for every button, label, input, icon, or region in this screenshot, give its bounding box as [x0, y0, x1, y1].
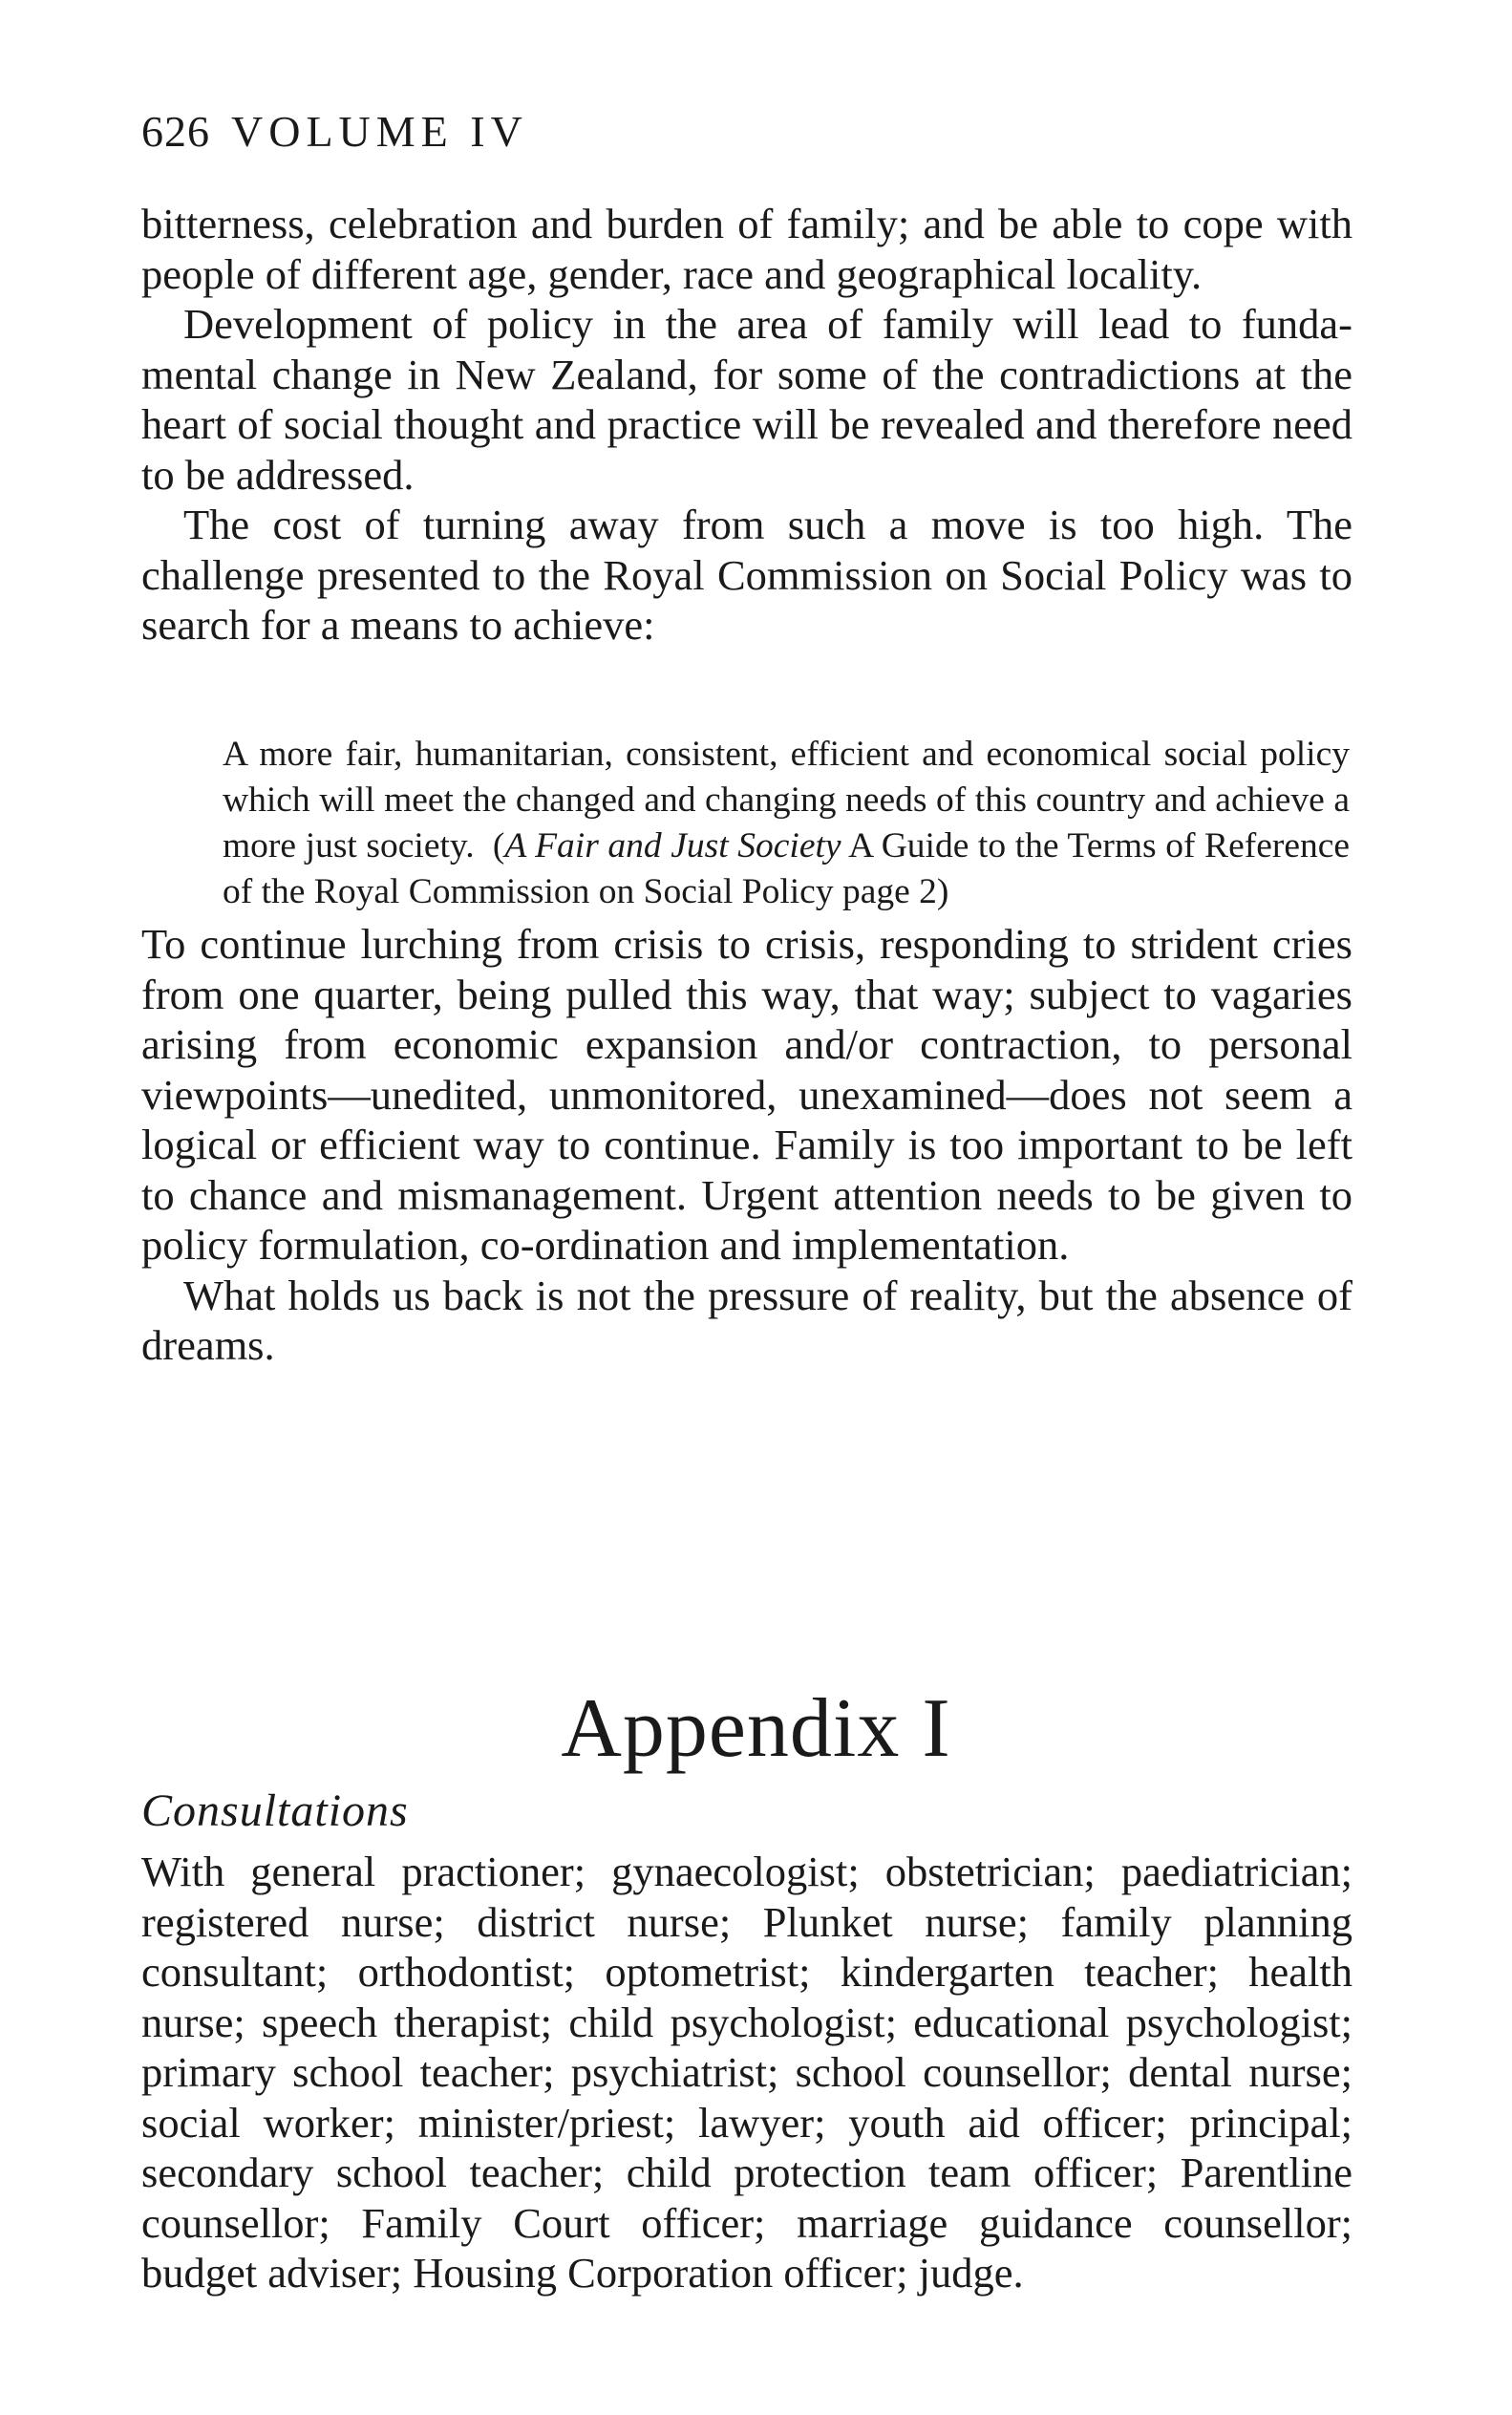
volume-label: VOLUME IV — [231, 107, 528, 156]
paragraph-continued: bitterness, celebration and burden of family; and be able to cope with people of different age, gender, race and geographical locality. — [141, 200, 1352, 298]
paragraph-cost-of-turning-away: The cost of turning away from such a move is too high. The challenge presented to the Royal Commission on Social Policy was to search for a means to achieve: — [141, 501, 1352, 649]
block-quote — [223, 732, 1350, 915]
section-heading-consultations: Consultations — [141, 1785, 409, 1836]
running-head — [141, 105, 528, 159]
quote-text: A more fair, humanitarian, consistent, efficient and economical social policy which will meet the changed and changing needs of this country and achieve a more just society. — [223, 735, 1350, 866]
consultations-paragraph: With general practioner; gynaecologist; obstetrician; paediatrician; registered nurse; district nurse; Plunket nurse; family planning consultant; orthodontist; optometrist; kindergarten teacher; health nurse; speech therapist; child psychologist; educational psychologist; primary school teacher; psychiatrist; school counsellor; dental nurse; social worker; minister/priest; lawyer; youth aid officer; principal; secondary school teacher; child protection team officer; Parentline counsellor; Family Court officer; marriage guidance counsellor; budget adviser; Housing Corporation officer; judge. — [141, 1848, 1352, 2297]
citation-rest: A Guide to the Terms of Reference of the Royal Commission on Social Policy page 2) — [223, 826, 1351, 911]
appendix-title: Appendix I — [561, 1682, 951, 1775]
body-text-after-quote — [141, 919, 1352, 1371]
body-text-top — [141, 199, 1352, 651]
paragraph-lurching: To continue lurching from crisis to crisis, responding to strident cries from one quarter, being pulled this way, that way; subject to vagaries arising from economic expansion and/or contraction, to personal viewpoints—unedited, unmonitored, unexamined—does not seem a logical or efficient way to continue. Family is too important to be left to chance and mismanagement. Urgent attention needs to be given to policy formulation, co-ordination and implementation. — [141, 920, 1352, 1269]
consultations-list — [141, 1847, 1352, 2298]
citation-open: ( — [492, 826, 505, 866]
paragraph-policy-development: Development of policy in the area of family will lead to fundamental change in New Zealand, for some of the contradictions at the heart of social thought and practice will be revealed and therefore need to be addressed. — [141, 300, 1352, 499]
paragraph-absence-of-dreams: What holds us back is not the pressure of reality, but the absence of dreams. — [141, 1271, 1352, 1369]
citation-title: A Fair and Just Society — [504, 826, 841, 866]
page-number: 626 — [141, 107, 210, 156]
